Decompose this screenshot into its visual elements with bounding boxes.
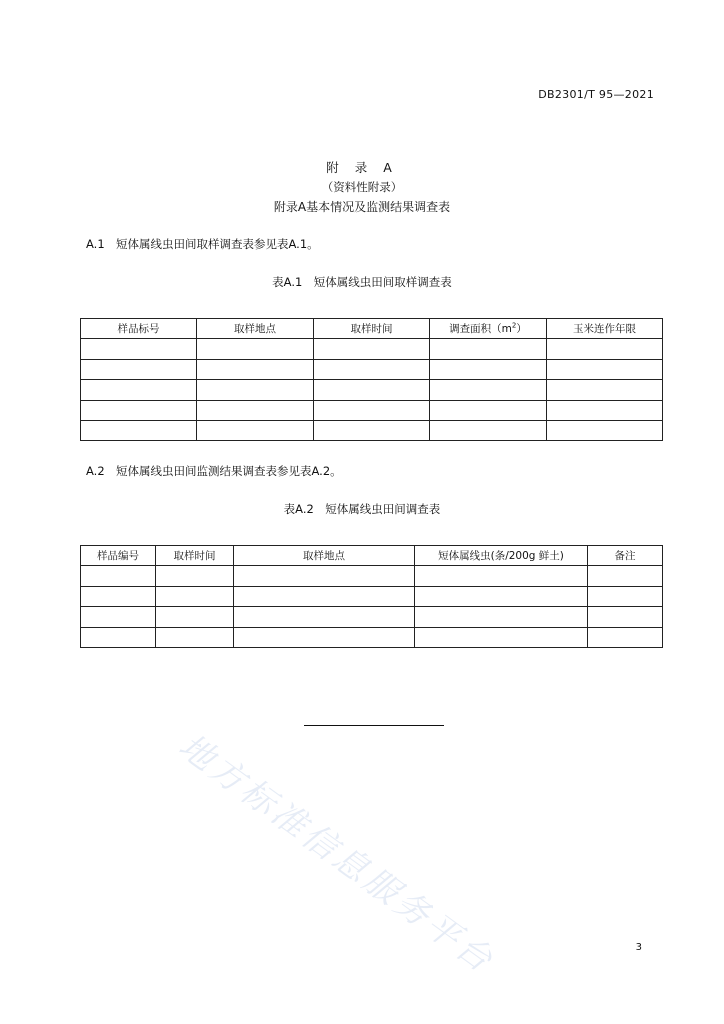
table-cell [197, 420, 314, 440]
table-a1 [80, 318, 663, 441]
section-a1-paragraph [86, 236, 319, 252]
table-cell [415, 566, 588, 586]
table-cell [588, 607, 663, 627]
table-cell [234, 607, 415, 627]
table-cell [197, 380, 314, 400]
table-cell [314, 380, 430, 400]
table-cell [197, 400, 314, 420]
table-a1-area-unit-superscript: 2 [511, 321, 517, 330]
table-cell [547, 400, 663, 420]
table-cell [588, 586, 663, 606]
table-row [81, 400, 663, 420]
section-a1-text: 短体属线虫田间取样调查表参见表A.1。 [116, 237, 319, 251]
table-cell [430, 420, 547, 440]
standard-code: DB2301/T 95—2021 [538, 88, 654, 101]
table-cell [234, 627, 415, 647]
table-a1-header-cell: 样品标号 [81, 319, 197, 339]
table-row [81, 566, 663, 586]
table-a2-header-row [81, 546, 663, 566]
table-row [81, 420, 663, 440]
table-cell [197, 359, 314, 379]
section-a1-number: A.1 [86, 237, 105, 251]
section-a2-number: A.2 [86, 464, 105, 478]
table-cell [430, 380, 547, 400]
annex-heading: 附录A基本情况及监测结果调查表 [273, 200, 451, 214]
table-cell [314, 339, 430, 359]
table-cell [234, 566, 415, 586]
table-cell [547, 359, 663, 379]
table-a1-header-cell [430, 319, 547, 339]
table-cell [81, 380, 197, 400]
table-row [81, 627, 663, 647]
annex-title: 附 录 A [326, 160, 398, 175]
table-a1-header-row [81, 319, 663, 339]
table-cell [197, 339, 314, 359]
table-cell [314, 420, 430, 440]
table-cell [234, 586, 415, 606]
table-cell [156, 627, 234, 647]
table-cell [156, 607, 234, 627]
table-cell [314, 400, 430, 420]
table-a1-caption: 表A.1 短体属线虫田间取样调查表 [272, 275, 452, 289]
table-a2-header-cell: 取样地点 [234, 546, 415, 566]
table-cell [81, 627, 156, 647]
table-cell [415, 586, 588, 606]
table-row [81, 586, 663, 606]
table-cell [547, 420, 663, 440]
table-a2-header-cell: 样品编号 [81, 546, 156, 566]
table-cell [81, 586, 156, 606]
table-a1-header-cell: 取样地点 [197, 319, 314, 339]
page-number: 3 [635, 942, 642, 953]
table-row [81, 359, 663, 379]
table-a1-header-cell: 玉米连作年限 [547, 319, 663, 339]
table-a2-header-cell: 备注 [588, 546, 663, 566]
table-cell [81, 339, 197, 359]
table-cell [588, 627, 663, 647]
section-a2-text: 短体属线虫田间监测结果调查表参见表A.2。 [116, 464, 342, 478]
table-cell [588, 566, 663, 586]
table-cell [430, 359, 547, 379]
watermark: 地方标准信息服务平台 [171, 726, 503, 982]
table-row [81, 339, 663, 359]
annex-subtitle: （资料性附录） [321, 180, 403, 194]
table-a2-header-cell: 短体属线虫(条/200g 鲜土) [415, 546, 588, 566]
table-cell [156, 566, 234, 586]
table-cell [81, 607, 156, 627]
table-a2-header-cell: 取样时间 [156, 546, 234, 566]
table-cell [81, 420, 197, 440]
table-cell [547, 380, 663, 400]
table-a2-caption: 表A.2 短体属线虫田间调查表 [283, 502, 441, 516]
table-cell [81, 400, 197, 420]
table-a1-area-label: 调查面积（m [449, 323, 512, 336]
table-cell [314, 359, 430, 379]
table-cell [430, 400, 547, 420]
end-rule [304, 725, 444, 726]
section-a2-paragraph [86, 463, 342, 479]
table-cell [156, 586, 234, 606]
table-a1-header-cell: 取样时间 [314, 319, 430, 339]
table-row [81, 380, 663, 400]
table-a2 [80, 545, 663, 648]
table-cell [415, 627, 588, 647]
table-cell [415, 607, 588, 627]
table-a1-area-label-close: ） [516, 323, 527, 336]
table-row [81, 607, 663, 627]
table-cell [81, 359, 197, 379]
table-cell [81, 566, 156, 586]
table-cell [430, 339, 547, 359]
table-cell [547, 339, 663, 359]
